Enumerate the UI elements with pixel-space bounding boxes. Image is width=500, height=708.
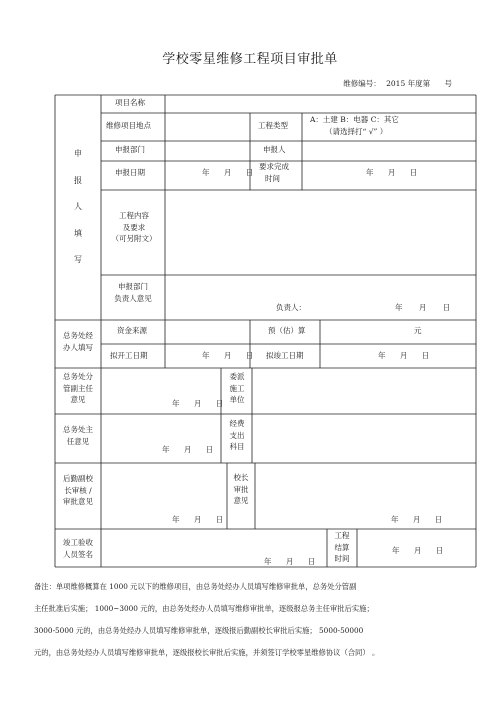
label-yuan: 元 — [414, 326, 422, 335]
date-day: 日 — [215, 399, 224, 408]
label-fund-source: 资金来源 — [117, 326, 147, 335]
label-dept: 申报部门 — [115, 145, 145, 154]
date-month: 月 — [412, 515, 421, 524]
date-day: 日 — [442, 303, 451, 312]
side-label-char: 申 — [74, 149, 82, 158]
label-apply-date: 申报日期 — [115, 168, 145, 177]
type-hint: （请选择打“ √” ） — [325, 127, 388, 136]
side-label-general-office: 总务处经 办人填写 — [63, 331, 93, 352]
date-year: 年 — [202, 168, 210, 177]
label-project-name: 项目名称 — [115, 98, 145, 107]
date-year: 年 — [162, 445, 170, 454]
label-assigned-unit: 委派 施工 单位 — [229, 372, 245, 405]
director-date — [162, 444, 213, 455]
date-year: 年 — [391, 515, 399, 524]
apply-date-value — [202, 167, 253, 178]
principal-date — [391, 514, 442, 525]
date-year: 年 — [202, 351, 210, 360]
label-expense-subject: 经费 支出 科目 — [229, 419, 245, 452]
label-settlement-time: 工程 结算 时间 — [334, 531, 350, 564]
date-month: 月 — [223, 168, 232, 177]
side-label-director: 总务处主 任意见 — [63, 425, 93, 446]
label-project-type: 工程类型 — [258, 121, 288, 130]
date-day: 日 — [215, 515, 224, 524]
date-month: 月 — [418, 303, 427, 312]
remarks-line: 元的，由总务处经办人员填写维修审批单，逐级报校长审批后实施，并须签订学校零星维修协议（合同） 。 — [34, 648, 380, 657]
side-label-char: 填 — [74, 229, 82, 238]
acceptance-date — [264, 556, 315, 567]
date-year: 年 — [172, 399, 180, 408]
date-month: 月 — [285, 557, 294, 566]
start-date-value — [202, 350, 253, 361]
deadline-value — [366, 167, 417, 178]
sub-manager-date — [172, 398, 223, 409]
date-year: 年 — [366, 168, 374, 177]
date-day: 日 — [434, 515, 443, 524]
remarks — [34, 576, 474, 664]
remarks-line: 3000-5000 元的，由总务处经办人员填写维修审批单，逐级报后勤副校长审批后实施； 5000-50000 — [34, 626, 364, 635]
side-label-acceptance: 竣工验收 人员签名 — [63, 538, 93, 559]
serial-year: 2015 年度第 — [386, 79, 431, 88]
serial-no-suffix: 号 — [444, 79, 452, 88]
date-year: 年 — [395, 303, 403, 312]
serial-label: 维修编号： — [343, 79, 381, 88]
label-location: 维修项目地点 — [106, 121, 151, 130]
date-month: 月 — [413, 546, 422, 555]
date-year: 年 — [172, 515, 180, 524]
side-label-vice-principal: 后勤副校 长审核 / 审批意见 — [63, 474, 93, 507]
date-day: 日 — [307, 557, 316, 566]
label-end-date: 拟竣工日期 — [266, 351, 304, 360]
date-day: 日 — [245, 168, 254, 177]
label-applicant: 申报人 — [263, 145, 286, 154]
date-day: 日 — [205, 445, 214, 454]
date-day: 日 — [435, 546, 444, 555]
end-date-value — [378, 350, 429, 361]
label-start-date: 拟开工日期 — [110, 351, 148, 360]
serial-number — [340, 78, 452, 89]
date-month: 月 — [193, 515, 202, 524]
date-month: 月 — [183, 445, 192, 454]
date-year: 年 — [264, 557, 272, 566]
label-content: 工程内容 及要求 （可另附文） — [111, 211, 157, 244]
side-label-char: 报 — [74, 176, 82, 185]
date-year: 年 — [378, 351, 386, 360]
label-deadline: 要求完成 时间 — [259, 162, 289, 183]
remarks-line: 主任批准后实施； 1000~3000 元的，由总务处经办人员填写维修审批单，逐级报总务主任审批后实施； — [34, 604, 374, 613]
form-title: 学校零星维修工程项目审批单 — [162, 52, 338, 67]
date-month: 月 — [223, 351, 232, 360]
date-day: 日 — [245, 351, 254, 360]
settlement-date — [392, 545, 443, 556]
responsible-date — [395, 302, 450, 313]
vice-principal-date — [172, 514, 223, 525]
date-month: 月 — [399, 351, 408, 360]
label-principal-opinion: 校长 审批 意见 — [233, 473, 249, 506]
side-label-char: 人 — [74, 202, 82, 211]
side-label-sub-manager: 总务处分 管副主任 意见 — [63, 372, 93, 405]
date-year: 年 — [392, 546, 400, 555]
label-responsible: 负责人： — [276, 303, 306, 312]
type-options: A：土建 B：电器 C：其它 — [310, 115, 399, 124]
date-day: 日 — [409, 168, 418, 177]
date-month: 月 — [387, 168, 396, 177]
side-label-char: 写 — [74, 255, 82, 264]
remarks-line: 备注：单项维修概算在 1000 元以下的维修项目，由总务处经办人员填写维修审批单，总务处分管副 — [34, 582, 357, 591]
date-month: 月 — [193, 399, 202, 408]
label-budget: 预（估）算 — [268, 326, 306, 335]
label-dept-head: 申报部门 负责人意见 — [114, 282, 152, 303]
date-day: 日 — [421, 351, 430, 360]
